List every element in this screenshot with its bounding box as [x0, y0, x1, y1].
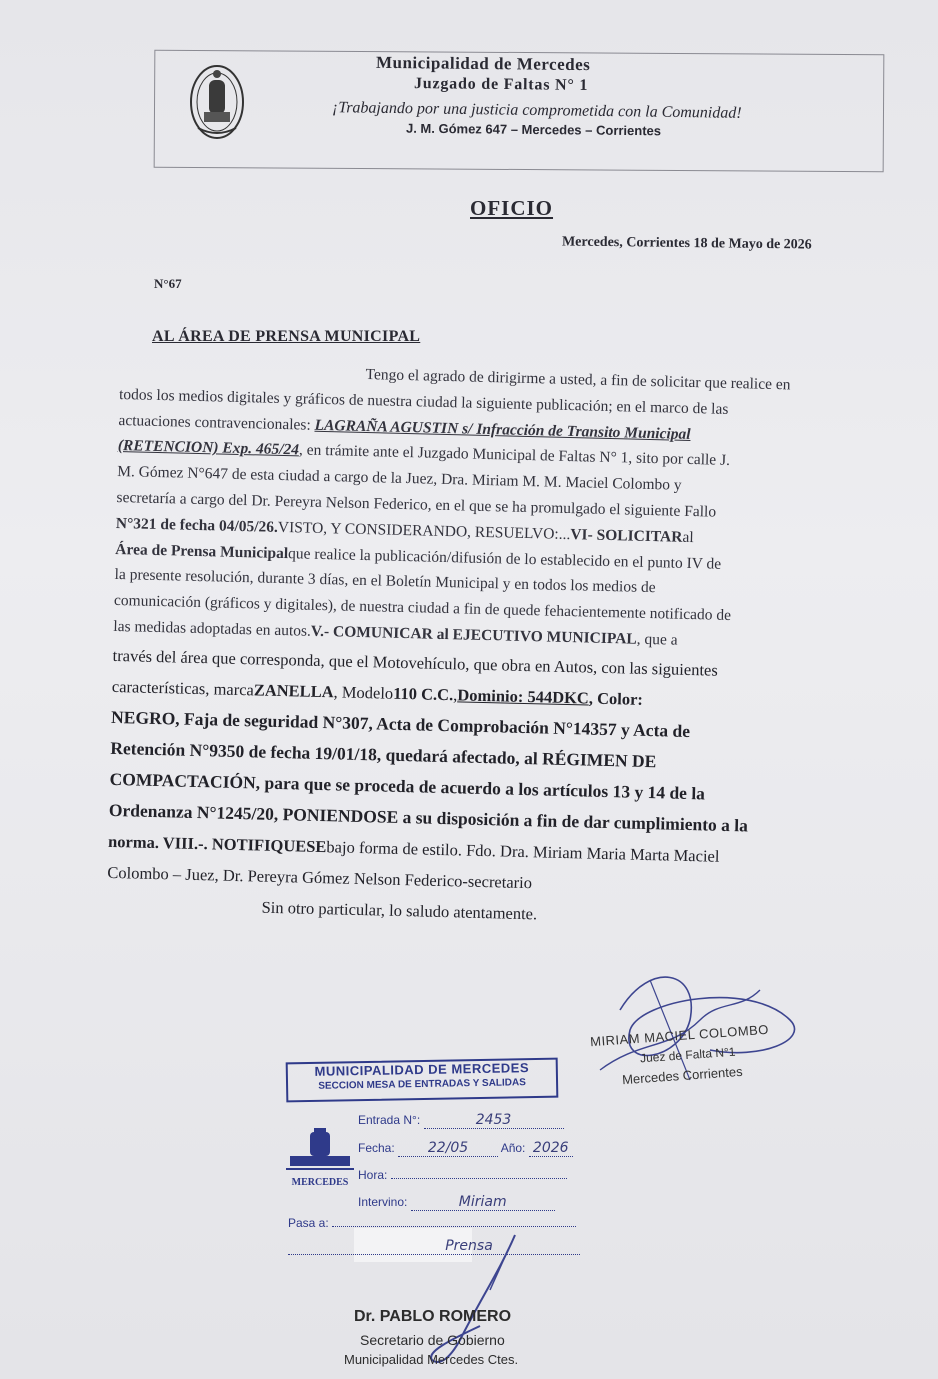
- body-text: Retención N°9350 de fecha 19/01/18, quedará afectado, al RÉGIMEN DE: [110, 737, 657, 771]
- judge-stamp-location: Mercedes Corrientes: [621, 1063, 744, 1088]
- document-number: N°67: [154, 276, 182, 291]
- body-text: características, marca: [111, 676, 255, 700]
- body-text: actuaciones contravencionales:: [118, 411, 311, 434]
- fecha-label: Fecha:: [358, 1141, 395, 1155]
- entry-stamp-header: [286, 1058, 559, 1103]
- letterhead-court: Juzgado de Faltas N° 1: [413, 75, 589, 94]
- ruling-point: V.- COMUNICAR al EJECUTIVO MUNICIPAL: [310, 622, 637, 648]
- anio-value: 2026: [529, 1140, 573, 1157]
- body-text: Colombo – Juez, Dr. Pereyra Gómez Nelson Federico-secretario: [107, 862, 533, 892]
- letterhead-address: J. M. Gómez 647 – Mercedes – Corrientes: [405, 120, 662, 139]
- ruling-point: VI- SOLICITAR: [570, 525, 683, 546]
- logo-text: MERCEDES: [291, 1177, 349, 1188]
- document-title: OFICIO: [470, 196, 554, 220]
- letterhead-municipality: Municipalidad de Mercedes: [375, 52, 591, 75]
- document-body: [106, 356, 910, 938]
- municipal-seal-icon: [188, 62, 246, 142]
- fecha-field: [358, 1140, 573, 1157]
- vehicle-model: 110 C.C.: [392, 683, 454, 705]
- ruling-ref: N°321 de fecha 04/05/26.: [115, 514, 279, 536]
- judge-stamp-role: Juez de Falta N°1: [639, 1044, 736, 1066]
- intervino-field: [358, 1194, 555, 1211]
- document-date: Mercedes, Corrientes 18 de Mayo de 2026: [561, 234, 812, 253]
- body-text: que realice la publicación/difusión de lo establecido en el punto IV de: [287, 544, 722, 573]
- recipient-heading: AL ÁREA DE PRENSA MUNICIPAL: [152, 328, 421, 345]
- body-text: Tengo el agrado de dirigirme a usted, a fin de solicitar que realice en: [365, 366, 791, 394]
- body-text: bajo forma de estilo. Fdo. Dra. Miriam Maria Marta Maciel: [326, 836, 720, 866]
- secretary-signature-icon: [420, 1230, 540, 1370]
- secretary-role: Secretario de Gobierno: [360, 1332, 505, 1348]
- press-area: Área de Prensa Municipal: [115, 540, 289, 562]
- judge-stamp-name: MIRIAM MACIEL COLOMBO: [589, 1021, 770, 1050]
- ruling-point: norma. VIII.-. NOTIFIQUESE: [107, 831, 327, 856]
- body-text: , que a: [636, 630, 678, 649]
- anio-label: Año:: [500, 1141, 526, 1155]
- body-text: través del área que corresponda, que el Motovehículo, que obra en Autos, con las siguientes: [112, 645, 719, 680]
- body-text: todos los medios digitales y gráficos de nuestra ciudad la siguiente publicación; en el marco de las: [118, 385, 729, 418]
- intervino-label: Intervino:: [358, 1195, 408, 1209]
- entry-stamp-org: MUNICIPALIDAD DE MERCEDES: [314, 1060, 530, 1079]
- hora-label: Hora:: [358, 1168, 388, 1182]
- pasa-value: Prensa: [288, 1238, 580, 1255]
- secretary-org: Municipalidad Mercedes Ctes.: [344, 1352, 519, 1367]
- body-text: las medidas adoptadas en autos.: [113, 617, 312, 640]
- body-text: al: [682, 528, 694, 546]
- body-text: ,: [453, 685, 458, 705]
- secretary-name: Dr. PABLO ROMERO: [354, 1308, 512, 1325]
- body-text: , Color:: [588, 688, 644, 709]
- body-text: secretaría a cargo del Dr. Pereyra Nelson Federico, en el que se ha promulgado el siguiente Fallo: [116, 488, 717, 521]
- body-text: Ordenanza N°1245/20, PONIENDOSE a su disposición a fin de dar cumplimiento a la: [108, 799, 749, 836]
- body-text: comunicación (gráficos y digitales), de nuestra ciudad a fin de quede fehacientemente notificado de: [113, 592, 732, 625]
- entrada-value: 2453: [424, 1112, 564, 1129]
- entrada-label: Entrada N°:: [358, 1113, 421, 1127]
- vehicle-brand: ZANELLA: [253, 680, 334, 702]
- closing-text: Sin otro particular, lo saludo atentamente.: [261, 897, 538, 924]
- body-text: , en trámite ante el Juzgado Municipal de Faltas N° 1, sito por calle J.: [298, 441, 731, 470]
- entrada-field: [358, 1112, 564, 1129]
- hora-field: [358, 1168, 567, 1182]
- vehicle-plate: Dominio: 544DKC: [457, 685, 590, 708]
- body-text: VISTO, Y CONSIDERANDO, RESUELVO:...: [277, 518, 571, 543]
- body-text: NEGRO, Faja de seguridad N°307, Acta de Comprobación N°14357 y Acta de: [110, 706, 691, 741]
- municipal-logo-icon: [284, 1128, 356, 1188]
- entry-stamp-section: SECCION MESA DE ENTRADAS Y SALIDAS: [318, 1077, 526, 1092]
- case-caption: LAGRAÑA AGUSTIN s/ Infracción de Transito Municipal: [314, 416, 691, 443]
- body-text: M. Gómez N°647 de esta ciudad a cargo de la Juez, Dra. Miriam M. M. Maciel Colombo y: [116, 463, 682, 494]
- body-text: la presente resolución, durante 3 días, en el Boletín Municipal y en todos los medios de: [114, 566, 656, 597]
- case-file: (RETENCION) Exp. 465/24: [117, 437, 300, 459]
- letterhead-slogan: ¡Trabajando por una justicia comprometida con la Comunidad!: [331, 99, 742, 122]
- body-text: COMPACTACIÓN, para que se proceda de acuerdo a los artículos 13 y 14 de la: [109, 768, 706, 804]
- fecha-value: 22/05: [398, 1140, 498, 1157]
- pasa-label: Pasa a:: [288, 1216, 329, 1230]
- intervino-value: Miriam: [411, 1194, 555, 1211]
- body-text: , Modelo: [333, 682, 394, 703]
